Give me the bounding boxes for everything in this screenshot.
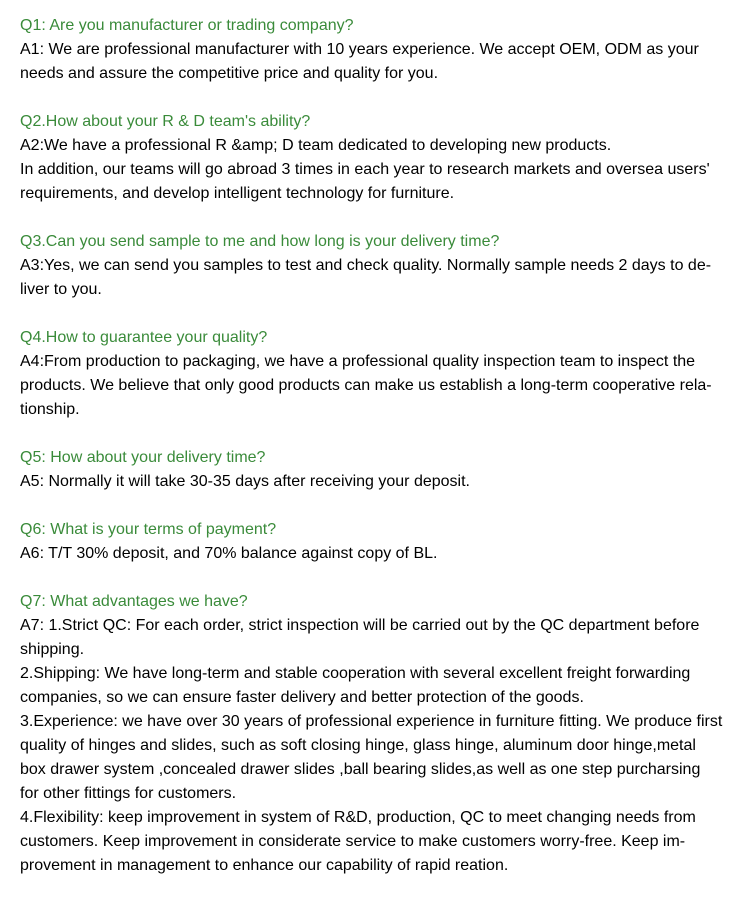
- faq-answer-line: quality of hinges and slides, such as soft closing hinge, glass hinge, aluminum door hinge,metal: [20, 737, 696, 754]
- faq-item: [20, 590, 732, 878]
- faq-answer-line: A2:We have a professional R &amp; D team dedicated to developing new products.: [20, 137, 612, 154]
- faq-answer-line: tionship.: [20, 401, 80, 418]
- faq-answer-line: needs and assure the competitive price and quality for you.: [20, 65, 439, 82]
- faq-answer-line: A7: 1.Strict QC: For each order, strict inspection will be carried out by the QC department before: [20, 617, 700, 634]
- faq-question: Q5: How about your delivery time?: [20, 449, 266, 466]
- faq-item: [20, 326, 732, 422]
- faq-answer-line: 3.Experience: we have over 30 years of professional experience in furniture fitting. We produce first: [20, 713, 723, 730]
- faq-item: [20, 230, 732, 302]
- faq-item: [20, 14, 732, 86]
- faq-answer-line: A3:Yes, we can send you samples to test and check quality. Normally sample needs 2 days to de-: [20, 257, 712, 274]
- faq-answer-line: A4:From production to packaging, we have a professional quality inspection team to inspect the: [20, 353, 696, 370]
- faq-question: Q7: What advantages we have?: [20, 593, 248, 610]
- faq-answer-line: liver to you.: [20, 281, 102, 298]
- faq-answer: [20, 134, 732, 206]
- faq-answer: [20, 254, 732, 302]
- faq-answer: [20, 38, 732, 86]
- faq-answer-line: shipping.: [20, 641, 85, 658]
- faq-answer-line: provement in management to enhance our capability of rapid reation.: [20, 857, 509, 874]
- faq-question: Q4.How to guarantee your quality?: [20, 329, 268, 346]
- faq-answer-line: products. We believe that only good products can make us establish a long-term cooperative rela-: [20, 377, 712, 394]
- faq-item: [20, 110, 732, 206]
- faq-answer-line: box drawer system ,concealed drawer slides ,ball bearing slides,as well as one step purcharsing: [20, 761, 701, 778]
- faq-answer-line: requirements, and develop intelligent technology for furniture.: [20, 185, 455, 202]
- faq-answer-line: A5: Normally it will take 30-35 days after receiving your deposit.: [20, 473, 470, 490]
- faq-answer-line: customers. Keep improvement in considerate service to make customers worry-free. Keep im-: [20, 833, 686, 850]
- faq-answer: [20, 614, 732, 878]
- faq-answer-line: 2.Shipping: We have long-term and stable cooperation with several excellent freight forwarding: [20, 665, 691, 682]
- faq-item: [20, 518, 732, 566]
- faq-item: [20, 446, 732, 494]
- faq-answer-line: A6: T/T 30% deposit, and 70% balance against copy of BL.: [20, 545, 438, 562]
- faq-answer: [20, 542, 732, 566]
- faq-question: Q6: What is your terms of payment?: [20, 521, 277, 538]
- faq-answer-line: for other fittings for customers.: [20, 785, 237, 802]
- faq-question: Q1: Are you manufacturer or trading company?: [20, 17, 354, 34]
- faq-answer-line: companies, so we can ensure faster delivery and better protection of the goods.: [20, 689, 584, 706]
- faq-list: [20, 14, 732, 902]
- faq-answer-line: 4.Flexibility: keep improvement in system of R&D, production, QC to meet changing needs from: [20, 809, 696, 826]
- faq-question: Q3.Can you send sample to me and how long is your delivery time?: [20, 233, 500, 250]
- faq-answer: [20, 350, 732, 422]
- faq-answer: [20, 470, 732, 494]
- faq-question: Q2.How about your R & D team's ability?: [20, 113, 311, 130]
- faq-answer-line: In addition, our teams will go abroad 3 times in each year to research markets and oversea users': [20, 161, 710, 178]
- faq-answer-line: A1: We are professional manufacturer with 10 years experience. We accept OEM, ODM as your: [20, 41, 699, 58]
